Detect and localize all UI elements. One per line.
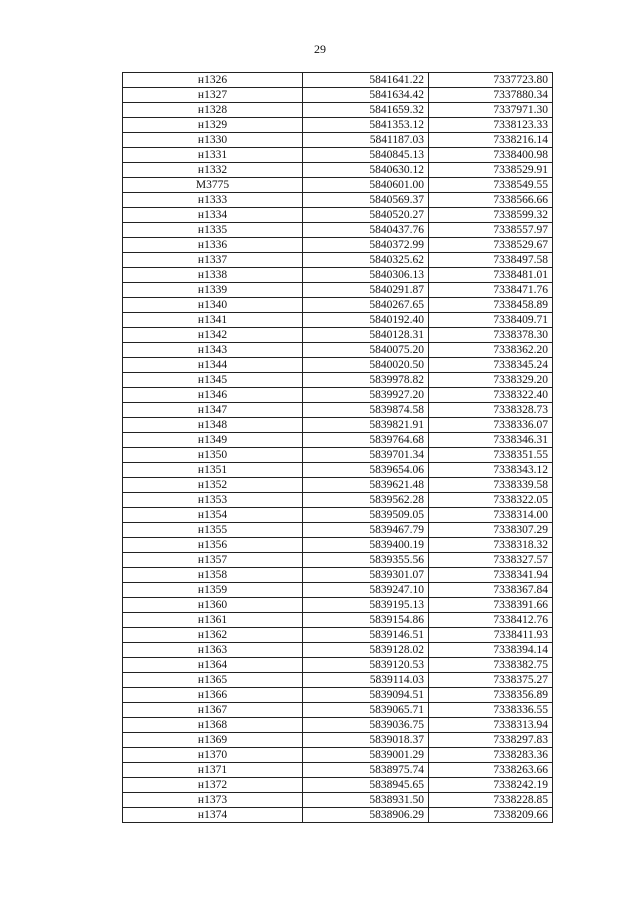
table-row — [123, 88, 553, 103]
y-coordinate-cell: 7337880.34 — [429, 88, 553, 103]
y-coordinate-cell: 7338329.20 — [429, 373, 553, 388]
y-coordinate-cell: 7338228.85 — [429, 793, 553, 808]
y-coordinate-cell: 7338346.31 — [429, 433, 553, 448]
point-id-cell: н1358 — [123, 568, 303, 583]
table-row — [123, 163, 553, 178]
x-coordinate-cell: 5839654.06 — [303, 463, 429, 478]
table-row — [123, 718, 553, 733]
x-coordinate-cell: 5840630.12 — [303, 163, 429, 178]
x-coordinate-cell: 5839355.56 — [303, 553, 429, 568]
y-coordinate-cell: 7338327.57 — [429, 553, 553, 568]
x-coordinate-cell: 5840128.31 — [303, 328, 429, 343]
point-id-cell: н1326 — [123, 73, 303, 88]
x-coordinate-cell: 5840075.20 — [303, 343, 429, 358]
y-coordinate-cell: 7338566.66 — [429, 193, 553, 208]
y-coordinate-cell: 7338356.89 — [429, 688, 553, 703]
table-row — [123, 748, 553, 763]
table-row — [123, 598, 553, 613]
point-id-cell: н1342 — [123, 328, 303, 343]
table-row — [123, 373, 553, 388]
coordinates-table — [122, 72, 553, 823]
point-id-cell: н1357 — [123, 553, 303, 568]
point-id-cell: н1373 — [123, 793, 303, 808]
y-coordinate-cell: 7338322.05 — [429, 493, 553, 508]
point-id-cell: н1369 — [123, 733, 303, 748]
table-row — [123, 733, 553, 748]
table-row — [123, 643, 553, 658]
point-id-cell: н1362 — [123, 628, 303, 643]
x-coordinate-cell: 5841641.22 — [303, 73, 429, 88]
x-coordinate-cell: 5840520.27 — [303, 208, 429, 223]
point-id-cell: н1367 — [123, 703, 303, 718]
table-row — [123, 133, 553, 148]
y-coordinate-cell: 7338209.66 — [429, 808, 553, 823]
point-id-cell: н1356 — [123, 538, 303, 553]
y-coordinate-cell: 7338297.83 — [429, 733, 553, 748]
point-id-cell: н1337 — [123, 253, 303, 268]
y-coordinate-cell: 7338336.07 — [429, 418, 553, 433]
x-coordinate-cell: 5839301.07 — [303, 568, 429, 583]
x-coordinate-cell: 5839195.13 — [303, 598, 429, 613]
x-coordinate-cell: 5839400.19 — [303, 538, 429, 553]
x-coordinate-cell: 5840569.37 — [303, 193, 429, 208]
x-coordinate-cell: 5840192.40 — [303, 313, 429, 328]
table-row — [123, 148, 553, 163]
point-id-cell: н1346 — [123, 388, 303, 403]
point-id-cell: н1354 — [123, 508, 303, 523]
point-id-cell: н1347 — [123, 403, 303, 418]
table-row — [123, 538, 553, 553]
point-id-cell: н1332 — [123, 163, 303, 178]
coordinates-table-body — [123, 73, 553, 823]
y-coordinate-cell: 7338345.24 — [429, 358, 553, 373]
y-coordinate-cell: 7338263.66 — [429, 763, 553, 778]
x-coordinate-cell: 5839247.10 — [303, 583, 429, 598]
table-row — [123, 328, 553, 343]
point-id-cell: н1339 — [123, 283, 303, 298]
point-id-cell: н1366 — [123, 688, 303, 703]
point-id-cell: н1333 — [123, 193, 303, 208]
x-coordinate-cell: 5839621.48 — [303, 478, 429, 493]
x-coordinate-cell: 5839978.82 — [303, 373, 429, 388]
x-coordinate-cell: 5839146.51 — [303, 628, 429, 643]
x-coordinate-cell: 5839821.91 — [303, 418, 429, 433]
point-id-cell: н1344 — [123, 358, 303, 373]
point-id-cell: н1345 — [123, 373, 303, 388]
point-id-cell: н1348 — [123, 418, 303, 433]
table-row — [123, 448, 553, 463]
y-coordinate-cell: 7338362.20 — [429, 343, 553, 358]
x-coordinate-cell: 5840020.50 — [303, 358, 429, 373]
y-coordinate-cell: 7338351.55 — [429, 448, 553, 463]
point-id-cell: н1361 — [123, 613, 303, 628]
table-row — [123, 808, 553, 823]
table-row — [123, 763, 553, 778]
x-coordinate-cell: 5839154.86 — [303, 613, 429, 628]
y-coordinate-cell: 7338283.36 — [429, 748, 553, 763]
x-coordinate-cell: 5839874.58 — [303, 403, 429, 418]
x-coordinate-cell: 5838945.65 — [303, 778, 429, 793]
x-coordinate-cell: 5840306.13 — [303, 268, 429, 283]
x-coordinate-cell: 5840845.13 — [303, 148, 429, 163]
y-coordinate-cell: 7338336.55 — [429, 703, 553, 718]
point-id-cell: н1353 — [123, 493, 303, 508]
y-coordinate-cell: 7338375.27 — [429, 673, 553, 688]
point-id-cell: н1338 — [123, 268, 303, 283]
table-row — [123, 463, 553, 478]
point-id-cell: н1328 — [123, 103, 303, 118]
table-row — [123, 268, 553, 283]
x-coordinate-cell: 5840267.65 — [303, 298, 429, 313]
x-coordinate-cell: 5839467.79 — [303, 523, 429, 538]
x-coordinate-cell: 5839018.37 — [303, 733, 429, 748]
x-coordinate-cell: 5839114.03 — [303, 673, 429, 688]
y-coordinate-cell: 7338242.19 — [429, 778, 553, 793]
x-coordinate-cell: 5838975.74 — [303, 763, 429, 778]
table-row — [123, 238, 553, 253]
point-id-cell: н1370 — [123, 748, 303, 763]
point-id-cell: н1372 — [123, 778, 303, 793]
table-row — [123, 793, 553, 808]
y-coordinate-cell: 7338378.30 — [429, 328, 553, 343]
table-row — [123, 208, 553, 223]
table-row — [123, 478, 553, 493]
table-row — [123, 658, 553, 673]
y-coordinate-cell: 7338411.93 — [429, 628, 553, 643]
y-coordinate-cell: 7338400.98 — [429, 148, 553, 163]
y-coordinate-cell: 7338471.76 — [429, 283, 553, 298]
x-coordinate-cell: 5839927.20 — [303, 388, 429, 403]
table-row — [123, 118, 553, 133]
point-id-cell: н1331 — [123, 148, 303, 163]
y-coordinate-cell: 7337971.30 — [429, 103, 553, 118]
table-row — [123, 223, 553, 238]
y-coordinate-cell: 7338599.32 — [429, 208, 553, 223]
point-id-cell: н1360 — [123, 598, 303, 613]
x-coordinate-cell: 5841659.32 — [303, 103, 429, 118]
x-coordinate-cell: 5840325.62 — [303, 253, 429, 268]
x-coordinate-cell: 5839036.75 — [303, 718, 429, 733]
table-row — [123, 493, 553, 508]
x-coordinate-cell: 5841353.12 — [303, 118, 429, 133]
y-coordinate-cell: 7338409.71 — [429, 313, 553, 328]
point-id-cell: н1335 — [123, 223, 303, 238]
y-coordinate-cell: 7338481.01 — [429, 268, 553, 283]
y-coordinate-cell: 7338367.84 — [429, 583, 553, 598]
y-coordinate-cell: 7338343.12 — [429, 463, 553, 478]
table-row — [123, 778, 553, 793]
point-id-cell: н1364 — [123, 658, 303, 673]
y-coordinate-cell: 7338307.29 — [429, 523, 553, 538]
x-coordinate-cell: 5840437.76 — [303, 223, 429, 238]
table-row — [123, 388, 553, 403]
x-coordinate-cell: 5839562.28 — [303, 493, 429, 508]
y-coordinate-cell: 7338123.33 — [429, 118, 553, 133]
y-coordinate-cell: 7337723.80 — [429, 73, 553, 88]
point-id-cell: н1341 — [123, 313, 303, 328]
x-coordinate-cell: 5839509.05 — [303, 508, 429, 523]
table-row — [123, 553, 553, 568]
table-row — [123, 403, 553, 418]
x-coordinate-cell: 5839120.53 — [303, 658, 429, 673]
y-coordinate-cell: 7338322.40 — [429, 388, 553, 403]
y-coordinate-cell: 7338529.67 — [429, 238, 553, 253]
point-id-cell: н1363 — [123, 643, 303, 658]
x-coordinate-cell: 5839764.68 — [303, 433, 429, 448]
point-id-cell: М3775 — [123, 178, 303, 193]
x-coordinate-cell: 5839094.51 — [303, 688, 429, 703]
y-coordinate-cell: 7338394.14 — [429, 643, 553, 658]
y-coordinate-cell: 7338328.73 — [429, 403, 553, 418]
table-row — [123, 523, 553, 538]
table-row — [123, 343, 553, 358]
y-coordinate-cell: 7338314.00 — [429, 508, 553, 523]
y-coordinate-cell: 7338382.75 — [429, 658, 553, 673]
point-id-cell: н1330 — [123, 133, 303, 148]
point-id-cell: н1374 — [123, 808, 303, 823]
point-id-cell: н1329 — [123, 118, 303, 133]
x-coordinate-cell: 5840372.99 — [303, 238, 429, 253]
table-row — [123, 103, 553, 118]
point-id-cell: н1336 — [123, 238, 303, 253]
y-coordinate-cell: 7338549.55 — [429, 178, 553, 193]
x-coordinate-cell: 5841187.03 — [303, 133, 429, 148]
point-id-cell: н1359 — [123, 583, 303, 598]
point-id-cell: н1365 — [123, 673, 303, 688]
point-id-cell: н1352 — [123, 478, 303, 493]
x-coordinate-cell: 5840291.87 — [303, 283, 429, 298]
table-row — [123, 433, 553, 448]
y-coordinate-cell: 7338412.76 — [429, 613, 553, 628]
point-id-cell: н1355 — [123, 523, 303, 538]
table-row — [123, 583, 553, 598]
y-coordinate-cell: 7338313.94 — [429, 718, 553, 733]
y-coordinate-cell: 7338529.91 — [429, 163, 553, 178]
point-id-cell: н1368 — [123, 718, 303, 733]
y-coordinate-cell: 7338216.14 — [429, 133, 553, 148]
point-id-cell: н1371 — [123, 763, 303, 778]
y-coordinate-cell: 7338318.32 — [429, 538, 553, 553]
point-id-cell: н1334 — [123, 208, 303, 223]
y-coordinate-cell: 7338497.58 — [429, 253, 553, 268]
table-row — [123, 298, 553, 313]
point-id-cell: н1343 — [123, 343, 303, 358]
point-id-cell: н1351 — [123, 463, 303, 478]
y-coordinate-cell: 7338557.97 — [429, 223, 553, 238]
table-row — [123, 253, 553, 268]
table-row — [123, 673, 553, 688]
table-row — [123, 193, 553, 208]
x-coordinate-cell: 5839701.34 — [303, 448, 429, 463]
table-row — [123, 313, 553, 328]
y-coordinate-cell: 7338458.89 — [429, 298, 553, 313]
point-id-cell: н1350 — [123, 448, 303, 463]
page-number: 29 — [314, 42, 326, 56]
point-id-cell: н1340 — [123, 298, 303, 313]
x-coordinate-cell: 5838931.50 — [303, 793, 429, 808]
table-row — [123, 628, 553, 643]
point-id-cell: н1349 — [123, 433, 303, 448]
table-row — [123, 613, 553, 628]
table-row — [123, 358, 553, 373]
y-coordinate-cell: 7338341.94 — [429, 568, 553, 583]
y-coordinate-cell: 7338391.66 — [429, 598, 553, 613]
y-coordinate-cell: 7338339.58 — [429, 478, 553, 493]
table-row — [123, 688, 553, 703]
table-row — [123, 508, 553, 523]
table-row — [123, 178, 553, 193]
x-coordinate-cell: 5839001.29 — [303, 748, 429, 763]
x-coordinate-cell: 5839065.71 — [303, 703, 429, 718]
table-row — [123, 283, 553, 298]
x-coordinate-cell: 5838906.29 — [303, 808, 429, 823]
table-row — [123, 73, 553, 88]
x-coordinate-cell: 5839128.02 — [303, 643, 429, 658]
table-row — [123, 418, 553, 433]
point-id-cell: н1327 — [123, 88, 303, 103]
x-coordinate-cell: 5841634.42 — [303, 88, 429, 103]
table-row — [123, 703, 553, 718]
table-row — [123, 568, 553, 583]
x-coordinate-cell: 5840601.00 — [303, 178, 429, 193]
